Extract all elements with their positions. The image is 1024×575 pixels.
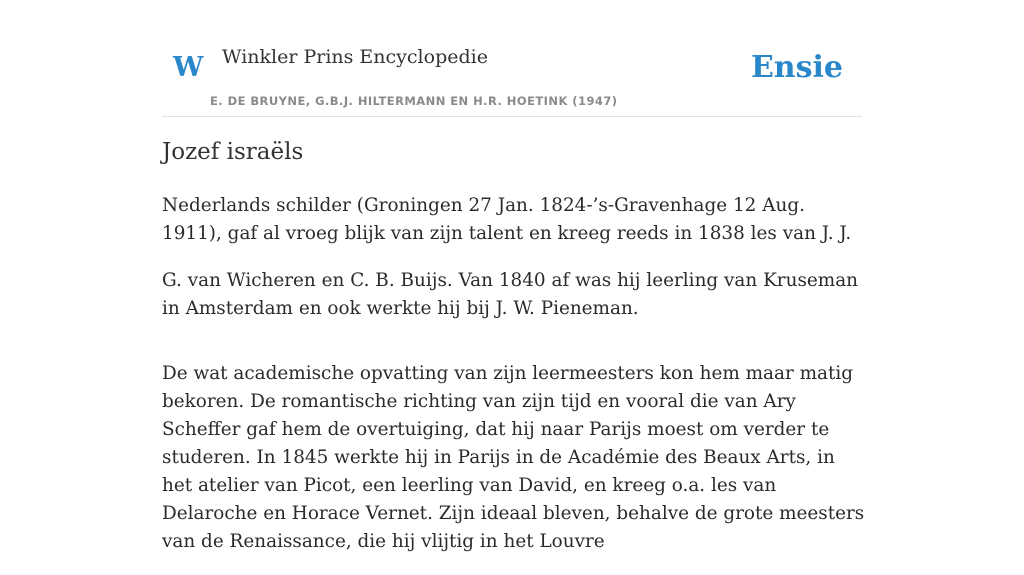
winkler-prins-logo: W <box>173 52 204 83</box>
source-header <box>162 0 862 117</box>
article-paragraph: G. van Wicheren en C. B. Buijs. Van 1840 af was hij leerling van Kruseman in Amsterdam en ook werkte hij bij J. W. Pieneman. <box>162 270 859 319</box>
source-title[interactable]: Winkler Prins Encyclopedie <box>222 46 488 68</box>
source-authors: E. DE BRUYNE, G.B.J. HILTERMANN EN H.R. HOETINK (1947) <box>210 94 618 108</box>
article-body <box>162 192 867 575</box>
article-paragraph: De wat academische opvatting van zijn leermeesters kon hem maar matig bekoren. De romantische richting van zijn tijd en vooral die van Ary Scheffer gaf hem de overtuiging, dat hij naar Parijs moest om verder te studeren. In 1845 werkte hij in Parijs in de Académie des Beaux Arts, in het atelier van Picot, een leerling van David, en kreeg o.a. les van Delaroche en Horace Vernet. Zijn ideaal bleven, behalve de grote meesters van de Renaissance, die hij vlijtig in het Louvre <box>162 363 865 552</box>
ensie-logo-link[interactable]: Ensie <box>750 50 843 85</box>
article-title: Jozef israëls <box>162 139 304 165</box>
article-paragraph: Nederlands schilder (Groningen 27 Jan. 1824-’s-Gravenhage 12 Aug. 1911), gaf al vroeg blijk van zijn talent en kreeg reeds in 1838 les van J. J. <box>162 195 852 244</box>
